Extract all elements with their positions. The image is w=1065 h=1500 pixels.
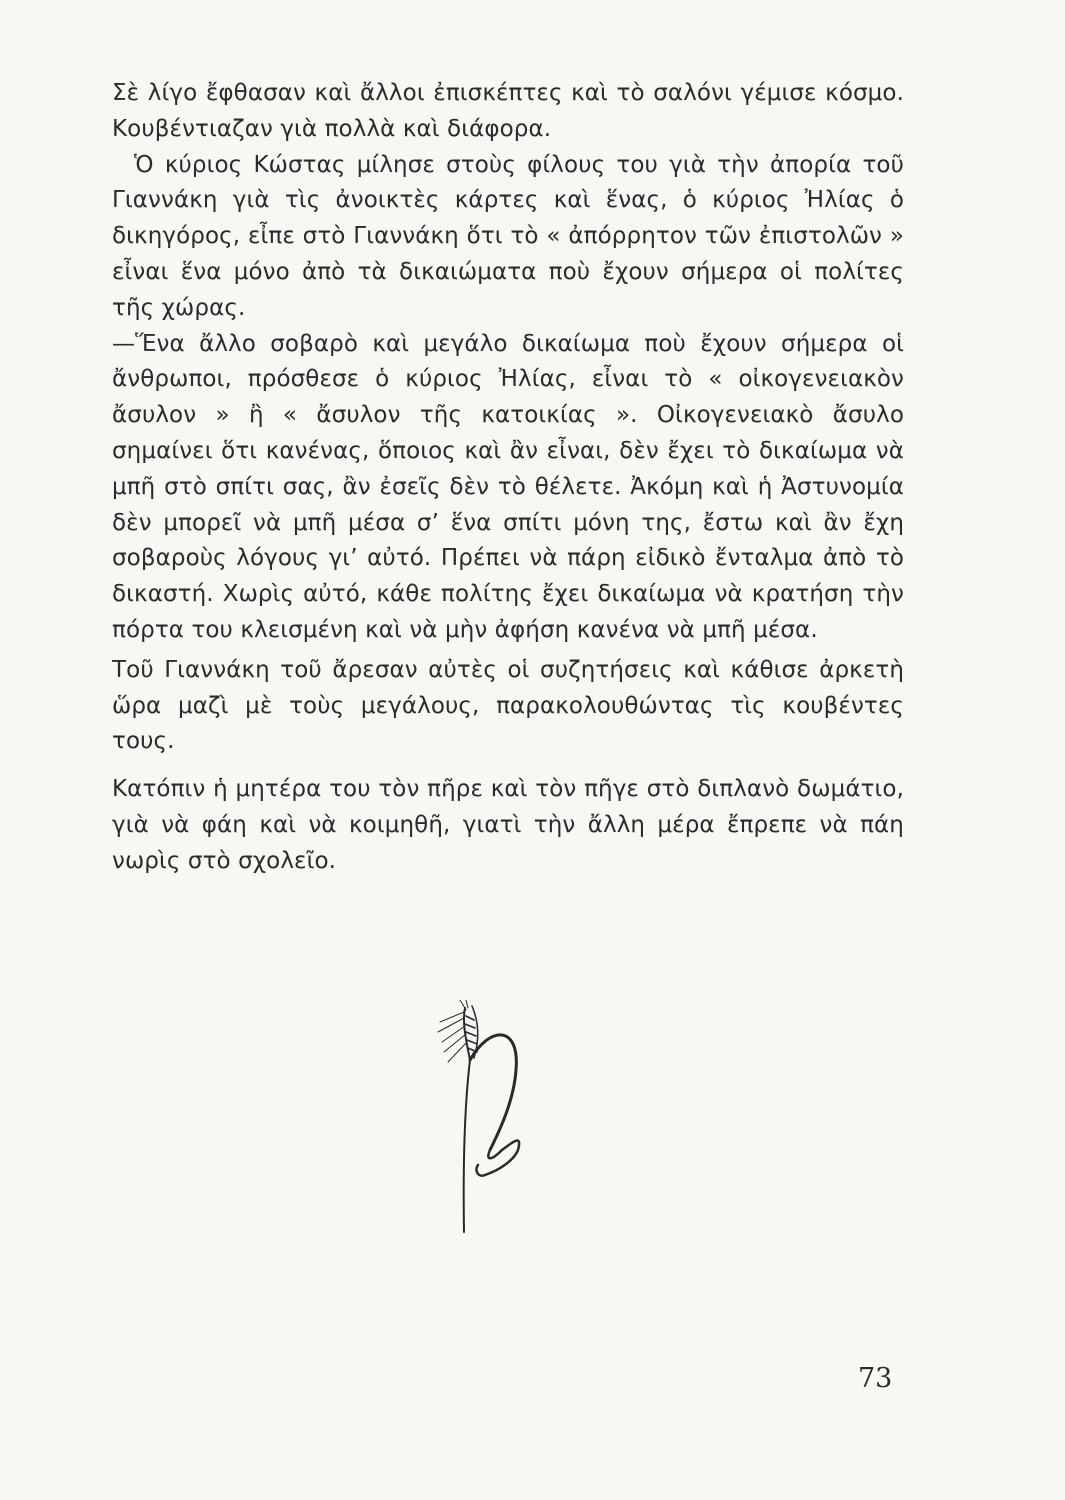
- page-number: 73: [858, 1363, 893, 1394]
- paragraph-1: Σὲ λίγο ἔφθασαν καὶ ἄλλοι ἐπισκέπτες καὶ τὸ σαλόνι γέμισε κόσμο. Κουβέντιαζαν γιὰ πολλὰ καὶ διάφορα.: [112, 80, 904, 142]
- wheat-ear-icon: [430, 1000, 540, 1235]
- paragraph-3: —Ἕνα ἄλλο σοβαρὸ καὶ μεγάλο δικαίωμα ποὺ ἔχουν σήμερα οἱ ἄνθρωποι, πρόσθεσε ὁ κύριος Ἠλίας, εἶναι τὸ « οἰκογενειακὸν ἄσυλον » ἢ « ἄσυλον τῆς κατοικίας ». Οἰκογενειακὸ ἄσυλο σημαίνει ὅτι κανένας, ὅποιος καὶ ἂν εἶναι, δὲν ἔχει τὸ δικαίωμα νὰ μπῆ στὸ σπίτι σας, ἂν ἐσεῖς δὲν τὸ θέλετε. Ἀκόμη καὶ ἡ Ἀστυνομία δὲν μπορεῖ νὰ μπῆ μέσα σ’ ἕνα σπίτι μόνη της, ἔστω καὶ ἂν ἔχη σοβαροὺς λόγους γι’ αὐτό. Πρέπει νὰ πάρη εἰδικὸ ἔνταλμα ἀπὸ τὸ δικαστή. Χωρὶς αὐτό, κάθε πολίτης ἔχει δικαίωμα νὰ κρατήση τὴν πόρτα του κλεισμένη καὶ νὰ μὴν ἀφήση κανένα νὰ μπῆ μέσα.: [112, 330, 904, 643]
- body-text: [112, 76, 904, 880]
- paragraph-4: Τοῦ Γιαννάκη τοῦ ἄρεσαν αὐτὲς οἱ συζητήσεις καὶ κάθισε ἀρκετὴ ὥρα μαζὶ μὲ τοὺς μεγάλους, παρακολουθώντας τὶς κουβέντες τους.: [112, 656, 904, 755]
- paragraph-2: Ὁ κύριος Κώστας μίλησε στοὺς φίλους του γιὰ τὴν ἀπορία τοῦ Γιαννάκη γιὰ τὶς ἀνοικτὲς κάρτες καὶ ἕνας, ὁ κύριος Ἠλίας ὁ δικηγόρος, εἶπε στὸ Γιαννάκη ὅτι τὸ « ἀπόρρητον τῶν ἐπιστολῶν » εἶναι ἕνα μόνο ἀπὸ τὰ δικαιώματα ποὺ ἔχουν σήμερα οἱ πολίτες τῆς χώρας.: [112, 151, 904, 321]
- paragraph-5: Κατόπιν ἡ μητέρα του τὸν πῆρε καὶ τὸν πῆγε στὸ διπλανὸ δωμάτιο, γιὰ νὰ φάη καὶ νὰ κοιμηθῆ, γιατὶ τὴν ἄλλη μέρα ἔπρεπε νὰ πάη νωρὶς στὸ σχολεῖο.: [112, 776, 904, 874]
